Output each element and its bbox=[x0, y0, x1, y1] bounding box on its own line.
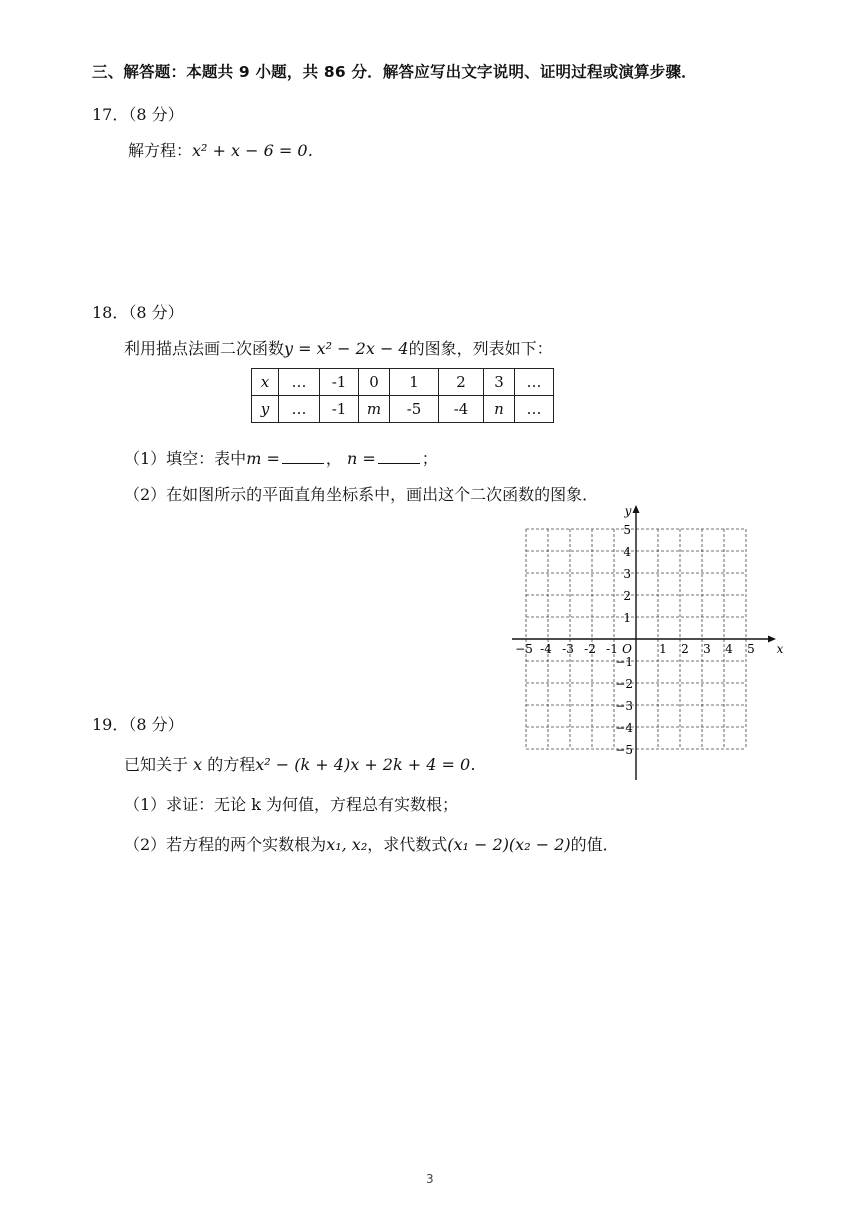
q18-m-label: m = bbox=[246, 449, 280, 468]
y-tick-label: 1 bbox=[623, 611, 631, 625]
table-row-x bbox=[252, 369, 554, 396]
q19-equation: x² − (k + 4)x + 2k + 4 = 0． bbox=[255, 755, 487, 774]
q18-n-label: n = bbox=[346, 449, 376, 468]
table-cell: … bbox=[279, 396, 320, 423]
q18-intro-suffix: 的图象，列表如下： bbox=[408, 339, 553, 358]
table-cell: … bbox=[515, 369, 554, 396]
table-cell: … bbox=[515, 396, 554, 423]
y-tick-label: −2 bbox=[615, 677, 633, 691]
table-cell: y bbox=[252, 396, 279, 423]
q19-part2-end: 的值． bbox=[570, 835, 619, 854]
x-tick-label: -1 bbox=[606, 642, 618, 656]
origin-label: O bbox=[622, 642, 632, 656]
q18-intro-prefix: 利用描点法画二次函数 bbox=[124, 339, 285, 358]
table-cell: … bbox=[279, 369, 320, 396]
page-number: 3 bbox=[426, 1172, 434, 1186]
y-tick-label: 4 bbox=[623, 545, 631, 559]
y-tick-label: 5 bbox=[623, 523, 631, 537]
table-cell: x bbox=[252, 369, 279, 396]
table-cell: 2 bbox=[439, 369, 484, 396]
x-tick-label: 2 bbox=[681, 642, 689, 656]
x-tick-label: -3 bbox=[562, 642, 574, 656]
q19-roots: x₁, x₂ bbox=[326, 835, 368, 854]
table-cell: m bbox=[359, 396, 390, 423]
x-tick-label: 1 bbox=[659, 642, 667, 656]
table-cell: 1 bbox=[390, 369, 439, 396]
q19-number: 19．（8 分） bbox=[92, 715, 184, 734]
table-cell: -4 bbox=[439, 396, 484, 423]
table-cell: 0 bbox=[359, 369, 390, 396]
q19-stem-mid: 的方程 bbox=[207, 755, 256, 774]
x-axis-label: x bbox=[776, 642, 784, 656]
table-cell: -1 bbox=[320, 369, 359, 396]
q19-expression: (x₁ − 2)(x₂ − 2) bbox=[447, 835, 571, 854]
q18-intro bbox=[124, 336, 553, 359]
y-tick-label: −1 bbox=[615, 655, 633, 669]
y-tick-label: −4 bbox=[615, 721, 633, 735]
x-tick-label: -4 bbox=[540, 642, 552, 656]
x-tick-label: 4 bbox=[725, 642, 733, 656]
y-tick-label: 3 bbox=[623, 567, 631, 581]
q17-number: 17．（8 分） bbox=[92, 105, 184, 124]
table-row-y bbox=[252, 396, 554, 423]
x-axis-arrow-icon bbox=[768, 636, 776, 643]
y-axis-arrow-icon bbox=[633, 505, 640, 513]
q17-equation: x² + x − 6 = 0． bbox=[192, 141, 324, 160]
table-cell: n bbox=[484, 396, 515, 423]
q18-part2: （2）在如图所示的平面直角坐标系中，画出这个二次函数的图象． bbox=[124, 485, 599, 504]
coordinate-grid[interactable] bbox=[508, 500, 788, 780]
q19-part2-mid: ，求代数式 bbox=[367, 835, 448, 854]
q17-statement bbox=[128, 138, 324, 161]
x-tick-label: -2 bbox=[584, 642, 596, 656]
table-cell: -1 bbox=[320, 396, 359, 423]
q17-prompt: 解方程： bbox=[128, 141, 193, 160]
q19-part1: （1）求证：无论 k 为何值，方程总有实数根； bbox=[124, 795, 459, 814]
q19-stem-prefix: 已知关于 bbox=[124, 755, 189, 774]
tick-labels bbox=[515, 504, 783, 757]
y-tick-label: −3 bbox=[615, 699, 633, 713]
q18-part1-end: ； bbox=[421, 449, 438, 468]
q18-number: 18．（8 分） bbox=[92, 303, 184, 322]
x-tick-label: −5 bbox=[515, 642, 533, 656]
q18-part1-sep: ， bbox=[325, 449, 342, 468]
y-tick-label: −5 bbox=[615, 743, 633, 757]
x-tick-label: 3 bbox=[703, 642, 711, 656]
x-tick-label: 5 bbox=[747, 642, 755, 656]
q18-function: y = x² − 2x − 4 bbox=[284, 339, 409, 358]
q18-part1-prefix: （1）填空：表中 bbox=[124, 449, 247, 468]
q19-part2 bbox=[124, 832, 619, 855]
table-cell: 3 bbox=[484, 369, 515, 396]
table-cell: -5 bbox=[390, 396, 439, 423]
y-tick-label: 2 bbox=[623, 589, 631, 603]
values-table bbox=[251, 368, 554, 423]
q19-stem bbox=[124, 752, 486, 775]
answer-blank-m[interactable] bbox=[282, 449, 324, 464]
section-heading: 三、解答题：本题共 9 小题，共 86 分．解答应写出文字说明、证明过程或演算步骤． bbox=[92, 63, 697, 81]
y-axis-label: y bbox=[624, 504, 632, 518]
q18-part1 bbox=[124, 446, 438, 469]
q19-part2-prefix: （2）若方程的两个实数根为 bbox=[124, 835, 327, 854]
q19-var: x bbox=[193, 755, 203, 774]
answer-blank-n[interactable] bbox=[378, 449, 420, 464]
